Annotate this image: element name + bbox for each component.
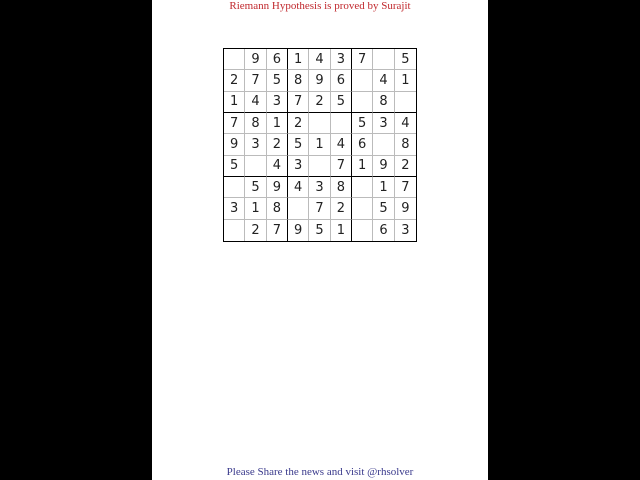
sudoku-cell[interactable]: 7 [395, 177, 416, 198]
sudoku-cell[interactable] [352, 198, 373, 219]
sudoku-cell[interactable]: 3 [331, 49, 352, 70]
sudoku-cell[interactable]: 3 [267, 92, 288, 113]
sudoku-cell[interactable]: 4 [245, 92, 266, 113]
sudoku-cell[interactable]: 4 [288, 177, 309, 198]
sudoku-cell[interactable]: 9 [288, 220, 309, 241]
sudoku-cell[interactable]: 3 [288, 156, 309, 177]
sudoku-cell[interactable]: 9 [395, 198, 416, 219]
sudoku-cell[interactable]: 7 [267, 220, 288, 241]
sudoku-cell[interactable]: 7 [309, 198, 330, 219]
sudoku-cell[interactable]: 4 [309, 49, 330, 70]
sudoku-cell[interactable]: 5 [309, 220, 330, 241]
sudoku-cell[interactable]: 3 [245, 134, 266, 155]
sudoku-cell[interactable]: 3 [309, 177, 330, 198]
sudoku-cell[interactable]: 6 [331, 70, 352, 91]
sudoku-cell[interactable] [288, 198, 309, 219]
sudoku-cell[interactable]: 4 [331, 134, 352, 155]
sudoku-cell[interactable]: 1 [288, 49, 309, 70]
sudoku-cell[interactable]: 1 [352, 156, 373, 177]
sudoku-cell[interactable]: 9 [245, 49, 266, 70]
sudoku-cell[interactable] [352, 70, 373, 91]
sudoku-cell[interactable]: 4 [267, 156, 288, 177]
sudoku-cell[interactable]: 2 [245, 220, 266, 241]
sudoku-cell[interactable]: 2 [288, 113, 309, 134]
sudoku-cell[interactable]: 1 [245, 198, 266, 219]
sudoku-cell[interactable]: 6 [373, 220, 394, 241]
sudoku-cell[interactable] [331, 113, 352, 134]
sudoku-cell[interactable]: 4 [373, 70, 394, 91]
sudoku-cell[interactable]: 5 [352, 113, 373, 134]
sudoku-cell[interactable]: 5 [224, 156, 245, 177]
sudoku-cell[interactable]: 9 [373, 156, 394, 177]
sudoku-cell[interactable]: 7 [352, 49, 373, 70]
sudoku-cell[interactable]: 7 [224, 113, 245, 134]
sudoku-cell[interactable]: 5 [373, 198, 394, 219]
sudoku-cell[interactable] [224, 220, 245, 241]
sudoku-cell[interactable] [224, 49, 245, 70]
sudoku-cell[interactable]: 9 [267, 177, 288, 198]
sudoku-cell[interactable]: 5 [245, 177, 266, 198]
sudoku-cell[interactable]: 8 [245, 113, 266, 134]
footer-text: Please Share the news and visit @rhsolver [226, 466, 414, 478]
sudoku-cell[interactable]: 2 [309, 92, 330, 113]
sudoku-cell[interactable]: 1 [331, 220, 352, 241]
sudoku-cell[interactable]: 8 [373, 92, 394, 113]
sudoku-cell[interactable]: 1 [309, 134, 330, 155]
sudoku-cell[interactable]: 8 [288, 70, 309, 91]
sudoku-cell[interactable]: 7 [331, 156, 352, 177]
sudoku-cell[interactable]: 7 [288, 92, 309, 113]
sudoku-cell[interactable]: 8 [331, 177, 352, 198]
sudoku-cell[interactable] [352, 220, 373, 241]
sudoku-cell[interactable]: 1 [224, 92, 245, 113]
sudoku-cell[interactable]: 2 [331, 198, 352, 219]
sudoku-cell[interactable] [224, 177, 245, 198]
sudoku-cell[interactable]: 3 [373, 113, 394, 134]
sudoku-cell[interactable]: 8 [395, 134, 416, 155]
sudoku-cell[interactable] [245, 156, 266, 177]
sudoku-cell[interactable]: 5 [395, 49, 416, 70]
sudoku-cell[interactable]: 7 [245, 70, 266, 91]
sudoku-cell[interactable] [352, 177, 373, 198]
sudoku-cell[interactable]: 6 [267, 49, 288, 70]
sudoku-cell[interactable]: 6 [352, 134, 373, 155]
sudoku-cell[interactable]: 5 [288, 134, 309, 155]
sudoku-cell[interactable] [352, 92, 373, 113]
page [152, 0, 488, 480]
sudoku-cell[interactable]: 2 [395, 156, 416, 177]
sudoku-cell[interactable]: 8 [267, 198, 288, 219]
sudoku-grid [223, 48, 417, 242]
sudoku-cell[interactable]: 4 [395, 113, 416, 134]
sudoku-cell[interactable]: 1 [395, 70, 416, 91]
sudoku-cell[interactable]: 3 [401, 222, 410, 238]
sudoku-cell[interactable]: 9 [309, 70, 330, 91]
sudoku-cell[interactable] [309, 113, 330, 134]
sudoku-cell[interactable]: 2 [267, 134, 288, 155]
sudoku-cell[interactable] [373, 49, 394, 70]
sudoku-cell[interactable]: 9 [224, 134, 245, 155]
sudoku-cell[interactable]: 1 [267, 113, 288, 134]
sudoku-cell[interactable]: 1 [373, 177, 394, 198]
sudoku-cell[interactable]: 3 [224, 198, 245, 219]
sudoku-cell[interactable] [395, 92, 416, 113]
title-text: Riemann Hypothesis is proved by Surajit [229, 0, 411, 12]
sudoku-cell[interactable] [309, 156, 330, 177]
sudoku-cell[interactable] [373, 134, 394, 155]
sudoku-cell[interactable]: 5 [267, 70, 288, 91]
sudoku-cell[interactable]: 2 [224, 70, 245, 91]
sudoku-cell[interactable]: 5 [331, 92, 352, 113]
